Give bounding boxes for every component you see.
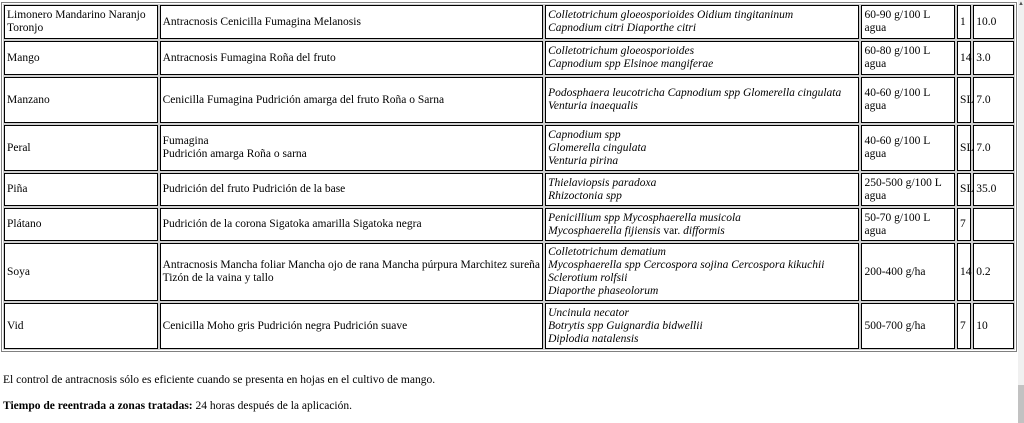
pathogen-cell — [545, 243, 859, 301]
interval-cell: 7 — [957, 303, 971, 349]
dose-cell: 40-60 g/100 L agua — [861, 77, 955, 123]
pathogen-line: Capnodium citri Diaporthe citri — [548, 22, 697, 34]
pathogen-line: Penicillium spp Mycosphaerella musicola — [548, 211, 741, 224]
pathogen-line: Sclerotium rolfsii — [548, 272, 628, 284]
scrollbar-thumb[interactable] — [1018, 385, 1024, 423]
interval-cell: 14 — [957, 243, 971, 301]
crop-cell: Peral — [4, 125, 158, 171]
crop-cell: Piña — [4, 173, 158, 206]
crop-cell: Limonero Mandarino Naranjo Toronjo — [4, 5, 158, 39]
pathogen-cell — [545, 303, 859, 349]
pathogen-line: Venturia pirina — [548, 154, 619, 167]
dose-cell: 500-700 g/ha — [861, 303, 955, 349]
table-row — [4, 41, 1014, 75]
pathogen-cell — [545, 125, 859, 171]
disease-cell: Antracnosis Fumagina Roña del fruto — [160, 41, 544, 75]
reentry-paragraph — [3, 400, 352, 412]
lmr-cell: 7.0 — [973, 125, 1014, 171]
interval-cell: 1 — [957, 5, 971, 39]
interval-cell: 7 — [957, 208, 971, 241]
lmr-cell: 10.0 — [973, 5, 1014, 39]
pathogen-line: Venturia inaequalis — [548, 100, 638, 112]
lmr-cell — [973, 208, 1014, 241]
crop-dosage-table — [1, 2, 1017, 352]
page-content — [1, 2, 1016, 352]
disease-cell: Pudrición del fruto Pudrición de la base — [160, 173, 544, 206]
disease-cell: Antracnosis Mancha foliar Mancha ojo de rana Mancha púrpura Marchitez sureña Tizón de la vaina y tallo — [160, 243, 544, 301]
table-row — [4, 173, 1014, 206]
lmr-cell: 0.2 — [973, 243, 1014, 301]
table-row — [4, 303, 1014, 349]
pathogen-line: Mycosphaerella fijiensis var. difformis — [548, 224, 725, 237]
scroll-up-arrow-icon[interactable]: ▲ — [1018, 1, 1024, 7]
pathogen-line: Thielaviopsis paradoxa — [548, 176, 657, 189]
lmr-cell: 10 — [973, 303, 1014, 349]
crop-cell: Vid — [4, 303, 158, 349]
table-row — [4, 208, 1014, 241]
table-row — [4, 77, 1014, 123]
crop-cell: Manzano — [4, 77, 158, 123]
lmr-cell: 7.0 — [973, 77, 1014, 123]
dose-cell: 60-90 g/100 L agua — [861, 5, 955, 39]
vertical-scrollbar[interactable] — [1018, 0, 1024, 423]
disease-cell: Pudrición de la corona Sigatoka amarilla Sigatoka negra — [160, 208, 544, 241]
interval-cell: SL — [957, 125, 971, 171]
crop-cell: Soya — [4, 243, 158, 301]
pathogen-line: Colletotrichum gloeosporioides — [548, 45, 695, 57]
table-row — [4, 125, 1014, 171]
dose-cell: 50-70 g/100 L agua — [861, 208, 955, 241]
crop-cell: Mango — [4, 41, 158, 75]
dose-cell: 200-400 g/ha — [861, 243, 955, 301]
pathogen-line: Colletotrichum dematium — [548, 246, 666, 258]
pathogen-line: Podosphaera leucotricha Capnodium spp Glomerella cingulata — [548, 87, 842, 99]
disease-cell: Antracnosis Cenicilla Fumagina Melanosis — [160, 5, 544, 39]
pathogen-line: Uncinula necator — [548, 306, 629, 319]
reentry-value: 24 horas después de la aplicación. — [192, 400, 352, 412]
pathogen-line: Colletotrichum gloeosporioides Oidium tingitaninum — [548, 9, 794, 21]
pathogen-line: Capnodium spp — [548, 128, 621, 141]
pathogen-cell — [545, 208, 859, 241]
dose-cell: 40-60 g/100 L agua — [861, 125, 955, 171]
dose-cell: 250-500 g/100 L agua — [861, 173, 955, 206]
disease-cell: Cenicilla Moho gris Pudrición negra Pudrición suave — [160, 303, 544, 349]
pathogen-cell — [545, 173, 859, 206]
pathogen-line: Botrytis spp Guignardia bidwellii — [548, 319, 703, 332]
table-row — [4, 5, 1014, 39]
pathogen-line: Mycosphaerella spp Cercospora sojina Cercospora kikuchii — [548, 259, 825, 271]
pathogen-line: Glomerella cingulata — [548, 141, 647, 154]
disease-line: Pudrición amarga Roña o sarna — [162, 148, 307, 160]
pathogen-line: Diplodia natalensis — [548, 332, 639, 345]
disease-line: Fumagina — [162, 135, 209, 147]
interval-cell: 14 — [957, 41, 971, 75]
pathogen-line: Rhizoctonia spp — [548, 189, 622, 202]
disease-cell — [160, 125, 544, 171]
disease-cell: Cenicilla Fumagina Pudrición amarga del fruto Roña o Sarna — [160, 77, 544, 123]
crop-cell: Plátano — [4, 208, 158, 241]
interval-cell: SL — [957, 173, 971, 206]
pathogen-line: Diaporthe phaseolorum — [548, 285, 659, 297]
lmr-cell: 3.0 — [973, 41, 1014, 75]
pathogen-cell — [545, 41, 859, 75]
pathogen-line: Capnodium spp Elsinoe mangiferae — [548, 58, 714, 70]
dose-cell: 60-80 g/100 L agua — [861, 41, 955, 75]
table-row — [4, 243, 1014, 301]
reentry-label: Tiempo de reentrada a zonas tratadas: — [3, 400, 193, 412]
lmr-cell: 35.0 — [973, 173, 1014, 206]
anthracnose-note: El control de antracnosis sólo es eficiente cuando se presenta en hojas en el cultivo de mango. — [3, 374, 436, 386]
pathogen-cell — [545, 77, 859, 123]
pathogen-cell — [545, 5, 859, 39]
interval-cell: SL — [957, 77, 971, 123]
